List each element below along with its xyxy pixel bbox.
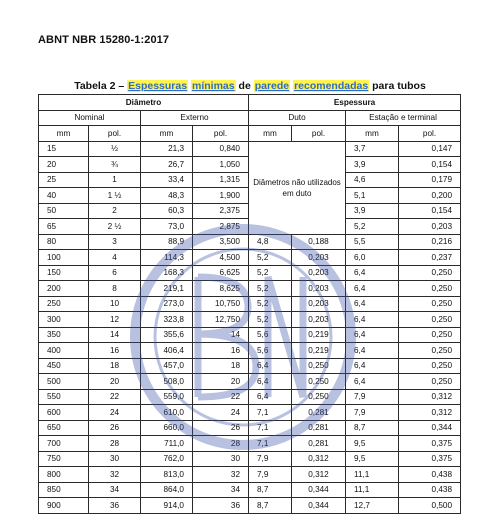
table-cell: 8 bbox=[89, 281, 141, 297]
table-cell: 0,312 bbox=[399, 405, 461, 421]
table-cell: 6,4 bbox=[346, 312, 399, 328]
table-row bbox=[39, 358, 461, 374]
table-cell: 2 bbox=[89, 203, 141, 219]
table-cell: 25 bbox=[39, 172, 89, 188]
table-cell: 12 bbox=[89, 312, 141, 328]
table-cell: 6,625 bbox=[193, 265, 249, 281]
document-header: ABNT NBR 15280-1:2017 bbox=[38, 34, 170, 46]
table-cell: 0,250 bbox=[399, 358, 461, 374]
table-cell: 30 bbox=[193, 451, 249, 467]
header-externo: Externo bbox=[141, 110, 249, 126]
unit-pol: pol. bbox=[89, 126, 141, 142]
table-cell: 0,203 bbox=[292, 250, 346, 266]
table-cell: 36 bbox=[193, 498, 249, 514]
table-cell: 20 bbox=[39, 157, 89, 173]
table-cell: 5,2 bbox=[249, 281, 292, 297]
table-cell: 0,312 bbox=[292, 467, 346, 483]
table-cell: 864,0 bbox=[141, 482, 193, 498]
table-cell: 7,9 bbox=[346, 389, 399, 405]
table-cell: 0,250 bbox=[399, 343, 461, 359]
table-cell: 73,0 bbox=[141, 219, 193, 235]
table-cell: 0,154 bbox=[399, 157, 461, 173]
table-cell: 762,0 bbox=[141, 451, 193, 467]
table-row bbox=[39, 234, 461, 250]
table-cell: 8,7 bbox=[346, 420, 399, 436]
table-cell: 0,312 bbox=[292, 451, 346, 467]
table-cell: 5,2 bbox=[249, 312, 292, 328]
table-cell: 36 bbox=[89, 498, 141, 514]
table-cell: 0,219 bbox=[292, 327, 346, 343]
table-cell: 14 bbox=[193, 327, 249, 343]
table-cell: 350 bbox=[39, 327, 89, 343]
table-cell: 0,250 bbox=[292, 389, 346, 405]
table-cell: 3,7 bbox=[346, 141, 399, 157]
table-cell: 200 bbox=[39, 281, 89, 297]
table-cell: ¾ bbox=[89, 157, 141, 173]
table-cell: 500 bbox=[39, 374, 89, 390]
table-cell: 850 bbox=[39, 482, 89, 498]
table-cell: 2 ½ bbox=[89, 219, 141, 235]
title-prefix: Tabela 2 – bbox=[74, 80, 128, 92]
table-cell: 0,250 bbox=[399, 312, 461, 328]
unit-pol: pol. bbox=[193, 126, 249, 142]
highlight-word: parede bbox=[254, 80, 290, 92]
table-cell: 6,4 bbox=[249, 358, 292, 374]
table-cell: 219,1 bbox=[141, 281, 193, 297]
table-cell: 0,500 bbox=[399, 498, 461, 514]
table-cell: 914,0 bbox=[141, 498, 193, 514]
table-title bbox=[0, 80, 500, 92]
table-row bbox=[39, 389, 461, 405]
table-cell: 10,750 bbox=[193, 296, 249, 312]
table-cell: 26 bbox=[193, 420, 249, 436]
table-cell: 4 bbox=[89, 250, 141, 266]
table-cell: 5,2 bbox=[346, 219, 399, 235]
table-cell: 0,438 bbox=[399, 482, 461, 498]
table-cell: 6,4 bbox=[346, 265, 399, 281]
table-cell: 800 bbox=[39, 467, 89, 483]
table-cell: 1 bbox=[89, 172, 141, 188]
table-cell: 7,1 bbox=[249, 436, 292, 452]
table-cell: 26,7 bbox=[141, 157, 193, 173]
table-cell: 0,203 bbox=[292, 281, 346, 297]
table-cell: 0,281 bbox=[292, 420, 346, 436]
table-cell: 5,2 bbox=[249, 296, 292, 312]
table-cell: 250 bbox=[39, 296, 89, 312]
table-row bbox=[39, 327, 461, 343]
table-cell: 9,5 bbox=[346, 451, 399, 467]
table-cell: 2,875 bbox=[193, 219, 249, 235]
table-cell: 1 ½ bbox=[89, 188, 141, 204]
table-cell: 34 bbox=[89, 482, 141, 498]
table-cell: 6 bbox=[89, 265, 141, 281]
table-cell: 15 bbox=[39, 141, 89, 157]
table-cell: 813,0 bbox=[141, 467, 193, 483]
table-cell: 28 bbox=[193, 436, 249, 452]
table-cell: 559,0 bbox=[141, 389, 193, 405]
table-cell: 355,6 bbox=[141, 327, 193, 343]
table-row bbox=[39, 467, 461, 483]
table-cell: 0,344 bbox=[292, 498, 346, 514]
table-cell: 32 bbox=[89, 467, 141, 483]
table-body bbox=[39, 141, 461, 513]
table-cell: 0,281 bbox=[292, 405, 346, 421]
table-cell: 0,344 bbox=[399, 420, 461, 436]
table-cell: 0,375 bbox=[399, 451, 461, 467]
table-row bbox=[39, 451, 461, 467]
duto-not-used-note: Diâmetros não utilizados em duto bbox=[249, 141, 346, 234]
unit-pol: pol. bbox=[399, 126, 461, 142]
unit-mm: mm bbox=[346, 126, 399, 142]
table-cell: 48,3 bbox=[141, 188, 193, 204]
unit-mm: mm bbox=[39, 126, 89, 142]
table-cell: 30 bbox=[89, 451, 141, 467]
table-cell: 33,4 bbox=[141, 172, 193, 188]
table-cell: 7,9 bbox=[249, 451, 292, 467]
table-cell: 0,250 bbox=[292, 358, 346, 374]
table-cell: 5,6 bbox=[249, 343, 292, 359]
table-cell: 6,4 bbox=[249, 389, 292, 405]
highlight-word: recomendadas bbox=[294, 80, 369, 92]
table-row bbox=[39, 250, 461, 266]
table-cell: 0,250 bbox=[399, 327, 461, 343]
table-cell: 6,4 bbox=[346, 296, 399, 312]
table-cell: 0,344 bbox=[292, 482, 346, 498]
title-connector: de bbox=[238, 80, 251, 92]
table-cell: 610,0 bbox=[141, 405, 193, 421]
table-cell: 5,1 bbox=[346, 188, 399, 204]
table-cell: 450 bbox=[39, 358, 89, 374]
table-cell: 7,9 bbox=[249, 467, 292, 483]
table-cell: 168,3 bbox=[141, 265, 193, 281]
table-cell: 0,250 bbox=[399, 296, 461, 312]
table-cell: 0,237 bbox=[399, 250, 461, 266]
table-cell: 5,6 bbox=[249, 327, 292, 343]
table-cell: 0,375 bbox=[399, 436, 461, 452]
table-cell: 1,900 bbox=[193, 188, 249, 204]
table-cell: 3,9 bbox=[346, 203, 399, 219]
table-cell: 40 bbox=[39, 188, 89, 204]
table-cell: 711,0 bbox=[141, 436, 193, 452]
unit-mm: mm bbox=[141, 126, 193, 142]
table-cell: 7,1 bbox=[249, 420, 292, 436]
table-cell: 16 bbox=[193, 343, 249, 359]
thickness-table bbox=[38, 94, 461, 514]
table-row bbox=[39, 281, 461, 297]
table-cell: 6,4 bbox=[249, 374, 292, 390]
table-cell: 0,216 bbox=[399, 234, 461, 250]
table-cell: 20 bbox=[89, 374, 141, 390]
table-row bbox=[39, 436, 461, 452]
table-cell: 600 bbox=[39, 405, 89, 421]
table-row bbox=[39, 265, 461, 281]
table-cell: 0,250 bbox=[399, 281, 461, 297]
table-cell: 0,203 bbox=[292, 312, 346, 328]
table-cell: 32 bbox=[193, 467, 249, 483]
highlight-word: Espessuras bbox=[128, 80, 188, 92]
table-cell: 0,154 bbox=[399, 203, 461, 219]
table-cell: 400 bbox=[39, 343, 89, 359]
table-cell: 0,438 bbox=[399, 467, 461, 483]
header-diametro: Diâmetro bbox=[39, 95, 249, 111]
table-cell: 50 bbox=[39, 203, 89, 219]
table-cell: 900 bbox=[39, 498, 89, 514]
table-cell: 0,250 bbox=[292, 374, 346, 390]
table-cell: 323,8 bbox=[141, 312, 193, 328]
header-estacao-terminal: Estação e terminal bbox=[346, 110, 461, 126]
table-cell: 660,0 bbox=[141, 420, 193, 436]
table-cell: 0,219 bbox=[292, 343, 346, 359]
table-cell: 406,4 bbox=[141, 343, 193, 359]
table-cell: 6,4 bbox=[346, 343, 399, 359]
table-cell: 150 bbox=[39, 265, 89, 281]
table-cell: 7,9 bbox=[346, 405, 399, 421]
table-cell: 65 bbox=[39, 219, 89, 235]
table-cell: 1,050 bbox=[193, 157, 249, 173]
table-cell: 24 bbox=[193, 405, 249, 421]
table-cell: 4,500 bbox=[193, 250, 249, 266]
table-cell: 100 bbox=[39, 250, 89, 266]
table-cell: 20 bbox=[193, 374, 249, 390]
table-cell: 0,200 bbox=[399, 188, 461, 204]
table-cell: 9,5 bbox=[346, 436, 399, 452]
table-cell: 0,250 bbox=[399, 374, 461, 390]
table-cell: 0,179 bbox=[399, 172, 461, 188]
header-espessura: Espessura bbox=[249, 95, 461, 111]
table-cell: 0,203 bbox=[399, 219, 461, 235]
table-cell: 6,4 bbox=[346, 374, 399, 390]
table-cell: 8,7 bbox=[249, 498, 292, 514]
table-container bbox=[38, 94, 460, 514]
table-cell: 0,203 bbox=[292, 296, 346, 312]
table-cell: 5,2 bbox=[249, 250, 292, 266]
table-cell: 750 bbox=[39, 451, 89, 467]
table-cell: 11,1 bbox=[346, 482, 399, 498]
table-cell: 24 bbox=[89, 405, 141, 421]
table-cell: 34 bbox=[193, 482, 249, 498]
table-cell: 1,315 bbox=[193, 172, 249, 188]
table-row bbox=[39, 343, 461, 359]
unit-mm: mm bbox=[249, 126, 292, 142]
table-row bbox=[39, 482, 461, 498]
table-cell: 60,3 bbox=[141, 203, 193, 219]
table-row bbox=[39, 141, 461, 157]
table-cell: 3 bbox=[89, 234, 141, 250]
table-cell: 22 bbox=[89, 389, 141, 405]
table-cell: 88,9 bbox=[141, 234, 193, 250]
table-cell: 80 bbox=[39, 234, 89, 250]
table-row bbox=[39, 312, 461, 328]
table-cell: 21,3 bbox=[141, 141, 193, 157]
table-cell: 114,3 bbox=[141, 250, 193, 266]
table-cell: 18 bbox=[193, 358, 249, 374]
table-cell: 7,1 bbox=[249, 405, 292, 421]
table-row bbox=[39, 296, 461, 312]
table-cell: 0,188 bbox=[292, 234, 346, 250]
header-duto: Duto bbox=[249, 110, 346, 126]
table-cell: 273,0 bbox=[141, 296, 193, 312]
table-cell: 300 bbox=[39, 312, 89, 328]
table-cell: 550 bbox=[39, 389, 89, 405]
table-row bbox=[39, 420, 461, 436]
table-cell: 8,7 bbox=[249, 482, 292, 498]
table-cell: 6,0 bbox=[346, 250, 399, 266]
table-cell: 0,281 bbox=[292, 436, 346, 452]
table-cell: 508,0 bbox=[141, 374, 193, 390]
table-cell: 28 bbox=[89, 436, 141, 452]
table-cell: 14 bbox=[89, 327, 141, 343]
table-cell: 11,1 bbox=[346, 467, 399, 483]
title-suffix: para tubos bbox=[372, 80, 426, 92]
unit-pol: pol. bbox=[292, 126, 346, 142]
table-cell: 5,2 bbox=[249, 265, 292, 281]
table-cell: 0,147 bbox=[399, 141, 461, 157]
table-row bbox=[39, 405, 461, 421]
table-cell: 22 bbox=[193, 389, 249, 405]
table-cell: 6,4 bbox=[346, 327, 399, 343]
table-cell: 26 bbox=[89, 420, 141, 436]
table-cell: 650 bbox=[39, 420, 89, 436]
table-cell: 6,4 bbox=[346, 358, 399, 374]
table-cell: 6,4 bbox=[346, 281, 399, 297]
table-cell: 3,9 bbox=[346, 157, 399, 173]
table-cell: 457,0 bbox=[141, 358, 193, 374]
table-cell: 4,8 bbox=[249, 234, 292, 250]
table-cell: 4,6 bbox=[346, 172, 399, 188]
table-cell: ½ bbox=[89, 141, 141, 157]
table-cell: 10 bbox=[89, 296, 141, 312]
table-row bbox=[39, 374, 461, 390]
table-cell: 0,203 bbox=[292, 265, 346, 281]
table-cell: 12,750 bbox=[193, 312, 249, 328]
table-cell: 0,250 bbox=[399, 265, 461, 281]
highlight-word: mínimas bbox=[192, 80, 235, 92]
table-cell: 8,625 bbox=[193, 281, 249, 297]
table-cell: 0,840 bbox=[193, 141, 249, 157]
header-nominal: Nominal bbox=[39, 110, 141, 126]
table-cell: 3,500 bbox=[193, 234, 249, 250]
table-cell: 0,312 bbox=[399, 389, 461, 405]
table-cell: 700 bbox=[39, 436, 89, 452]
table-cell: 18 bbox=[89, 358, 141, 374]
table-cell: 5,5 bbox=[346, 234, 399, 250]
table-cell: 16 bbox=[89, 343, 141, 359]
table-cell: 12,7 bbox=[346, 498, 399, 514]
table-cell: 2,375 bbox=[193, 203, 249, 219]
